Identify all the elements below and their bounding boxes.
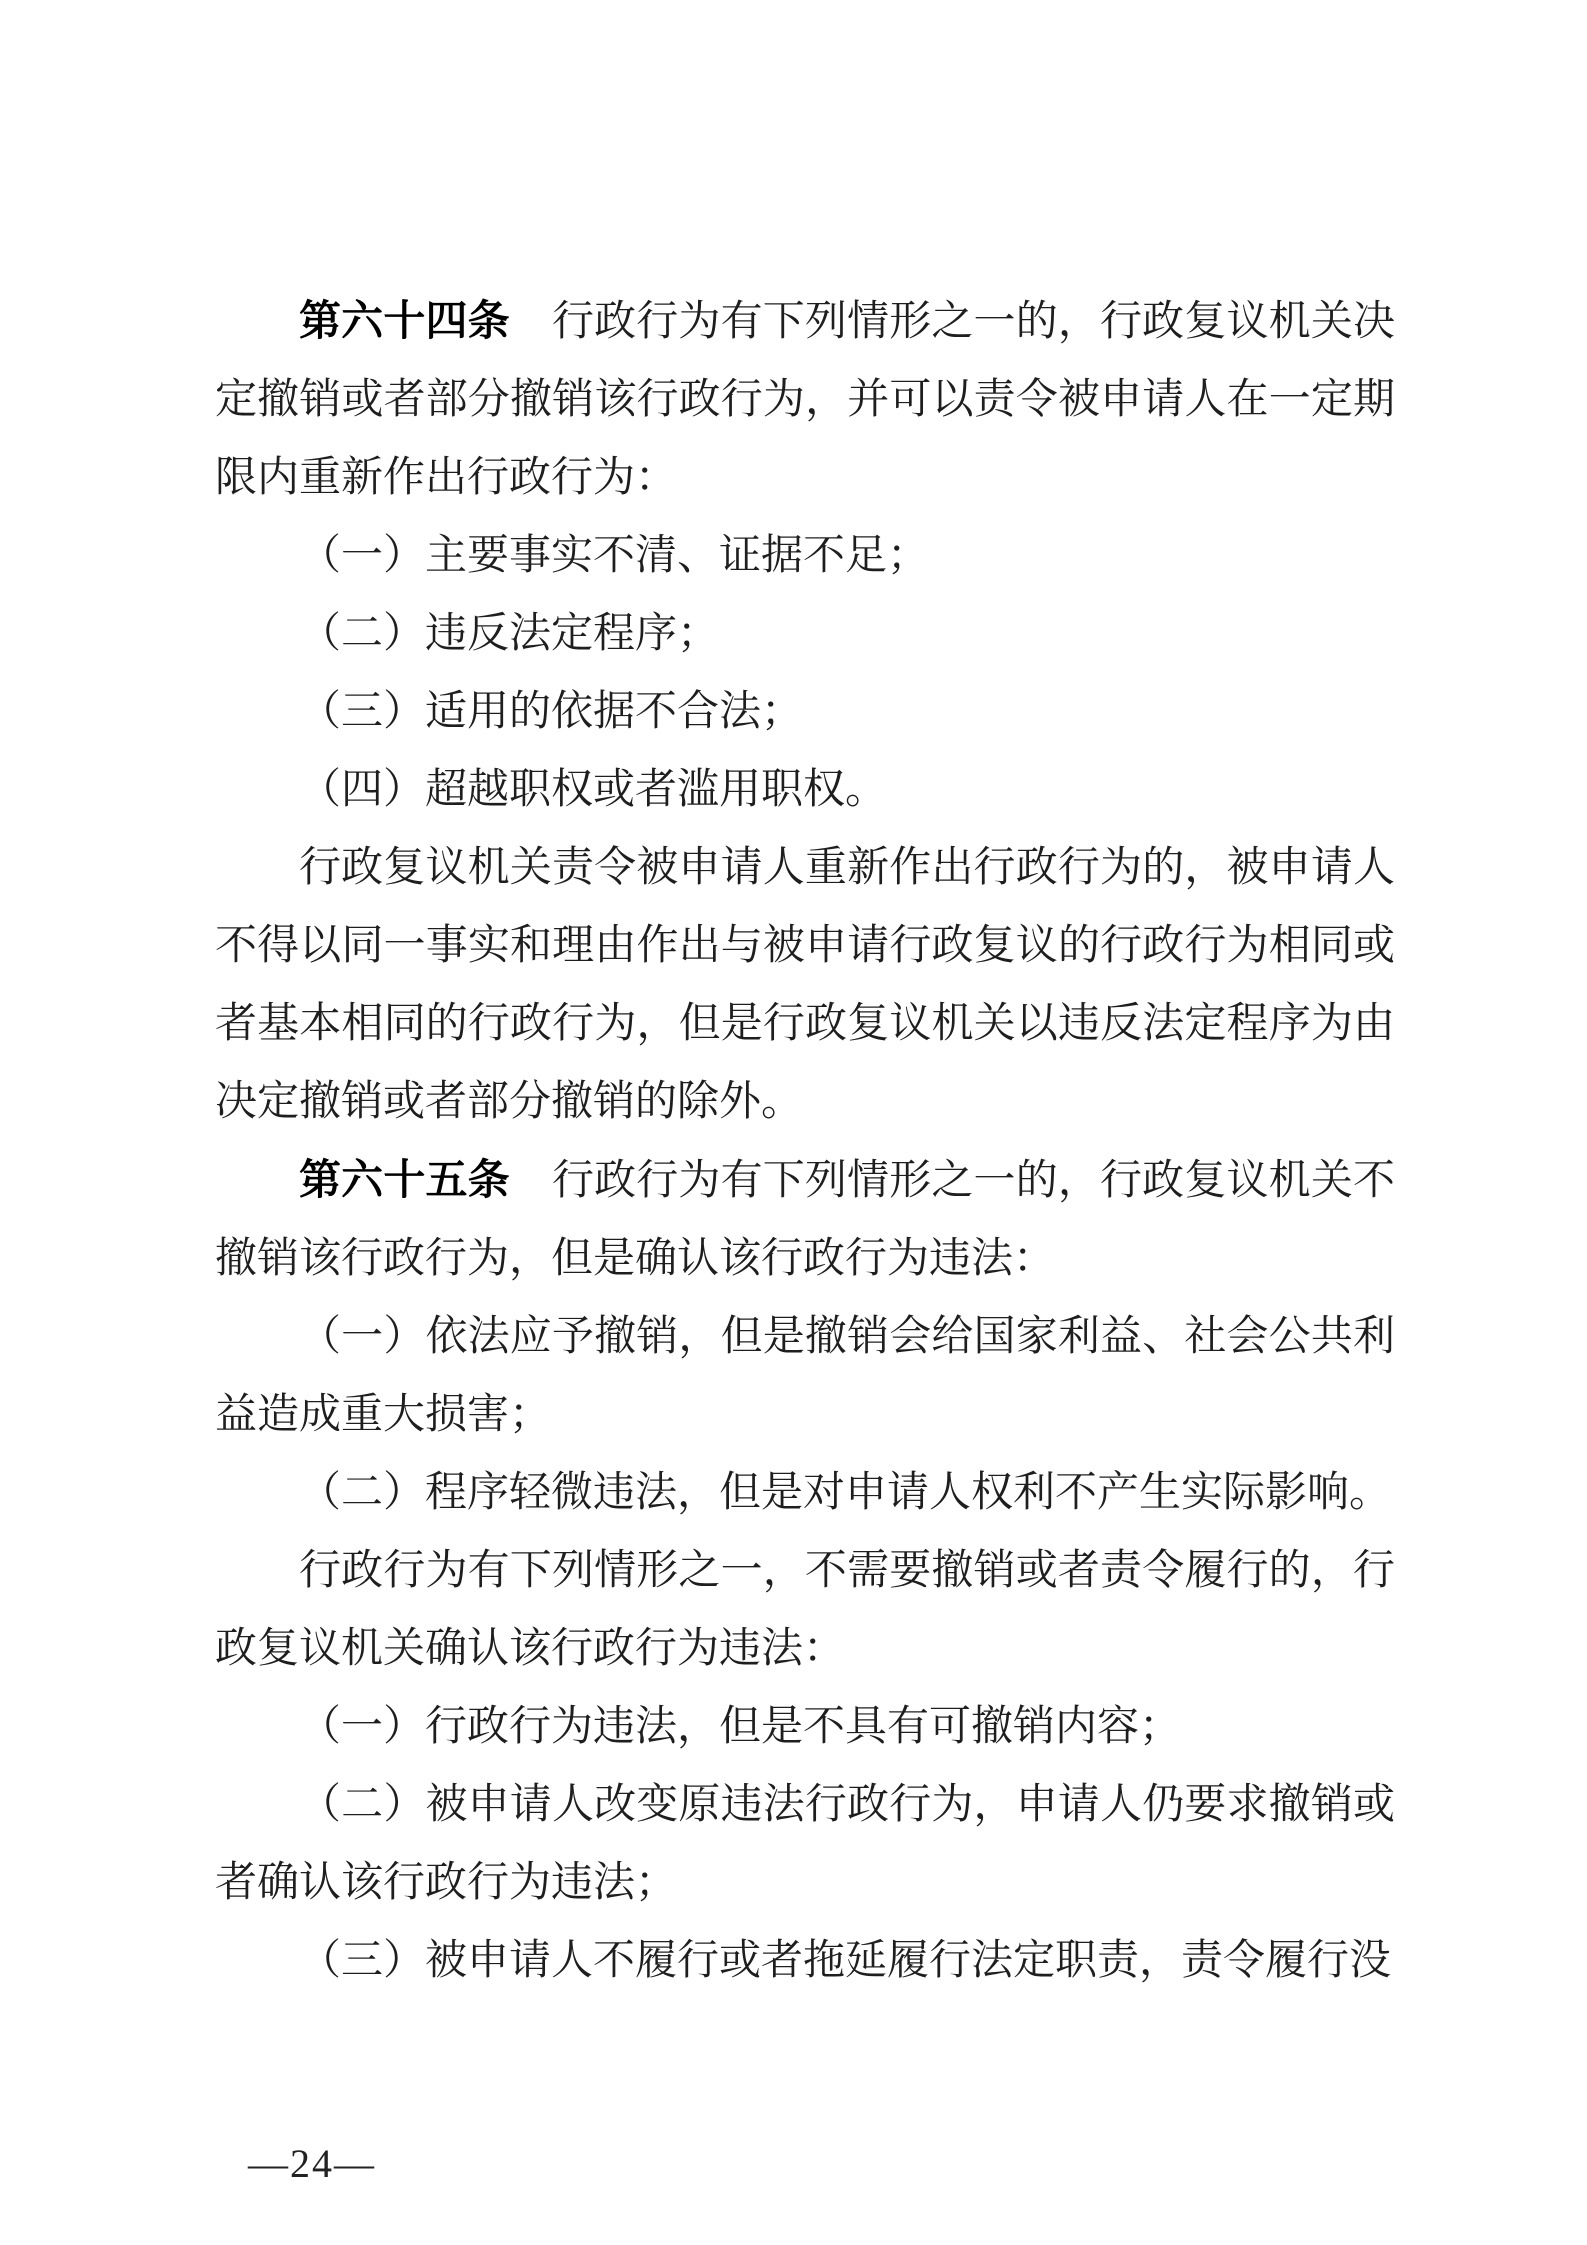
list-item-paragraph: （三）被申请人不履行或者拖延履行法定职责，责令履行没 [299,1938,1392,1984]
list-item-paragraph: （二）违反法定程序； [299,611,720,657]
list-item-paragraph: （四）超越职权或者滥用职权。 [299,767,888,813]
document-body [215,282,1395,2000]
list-item-paragraph: （三）适用的依据不合法； [299,689,804,735]
list-item-paragraph: （二）被申请人改变原违法行政行为，申请人仍要求撤销或者确认该行政行为违法； [215,1782,1395,1906]
list-item-paragraph: （二）程序轻微违法，但是对申请人权利不产生实际影响。 [299,1470,1392,1516]
page-number: —24— [248,2141,376,2186]
article-number: 第六十四条 [299,297,510,344]
article-paragraph [215,1141,1395,1298]
body-paragraph: 行政复议机关责令被申请人重新作出行政行为的，被申请人不得以同一事实和理由作出与被申请行政复议的行政行为相同或者基本相同的行政行为，但是行政复议机关以违反法定程序为由决定撤销或者部分撤销的除外。 [215,845,1395,1125]
paragraph-text: 行政行为有下列情形之一的，行政复议机关不撤销该行政行为，但是确认该行政行为违法： [215,1158,1395,1282]
paragraph-text: 行政行为有下列情形之一的，行政复议机关决定撤销或者部分撤销该行政行为，并可以责令被申请人在一定期限内重新作出行政行为： [215,299,1395,501]
body-paragraph: 行政行为有下列情形之一，不需要撤销或者责令履行的，行政复议机关确认该行政行为违法： [215,1548,1395,1672]
list-item-paragraph: （一）主要事实不清、证据不足； [299,533,930,579]
list-item-paragraph: （一）行政行为违法，但是不具有可撤销内容； [299,1704,1182,1750]
list-item-paragraph: （一）依法应予撤销，但是撤销会给国家利益、社会公共利益造成重大损害； [215,1314,1395,1438]
article-number: 第六十五条 [299,1156,510,1203]
article-paragraph [215,282,1395,517]
